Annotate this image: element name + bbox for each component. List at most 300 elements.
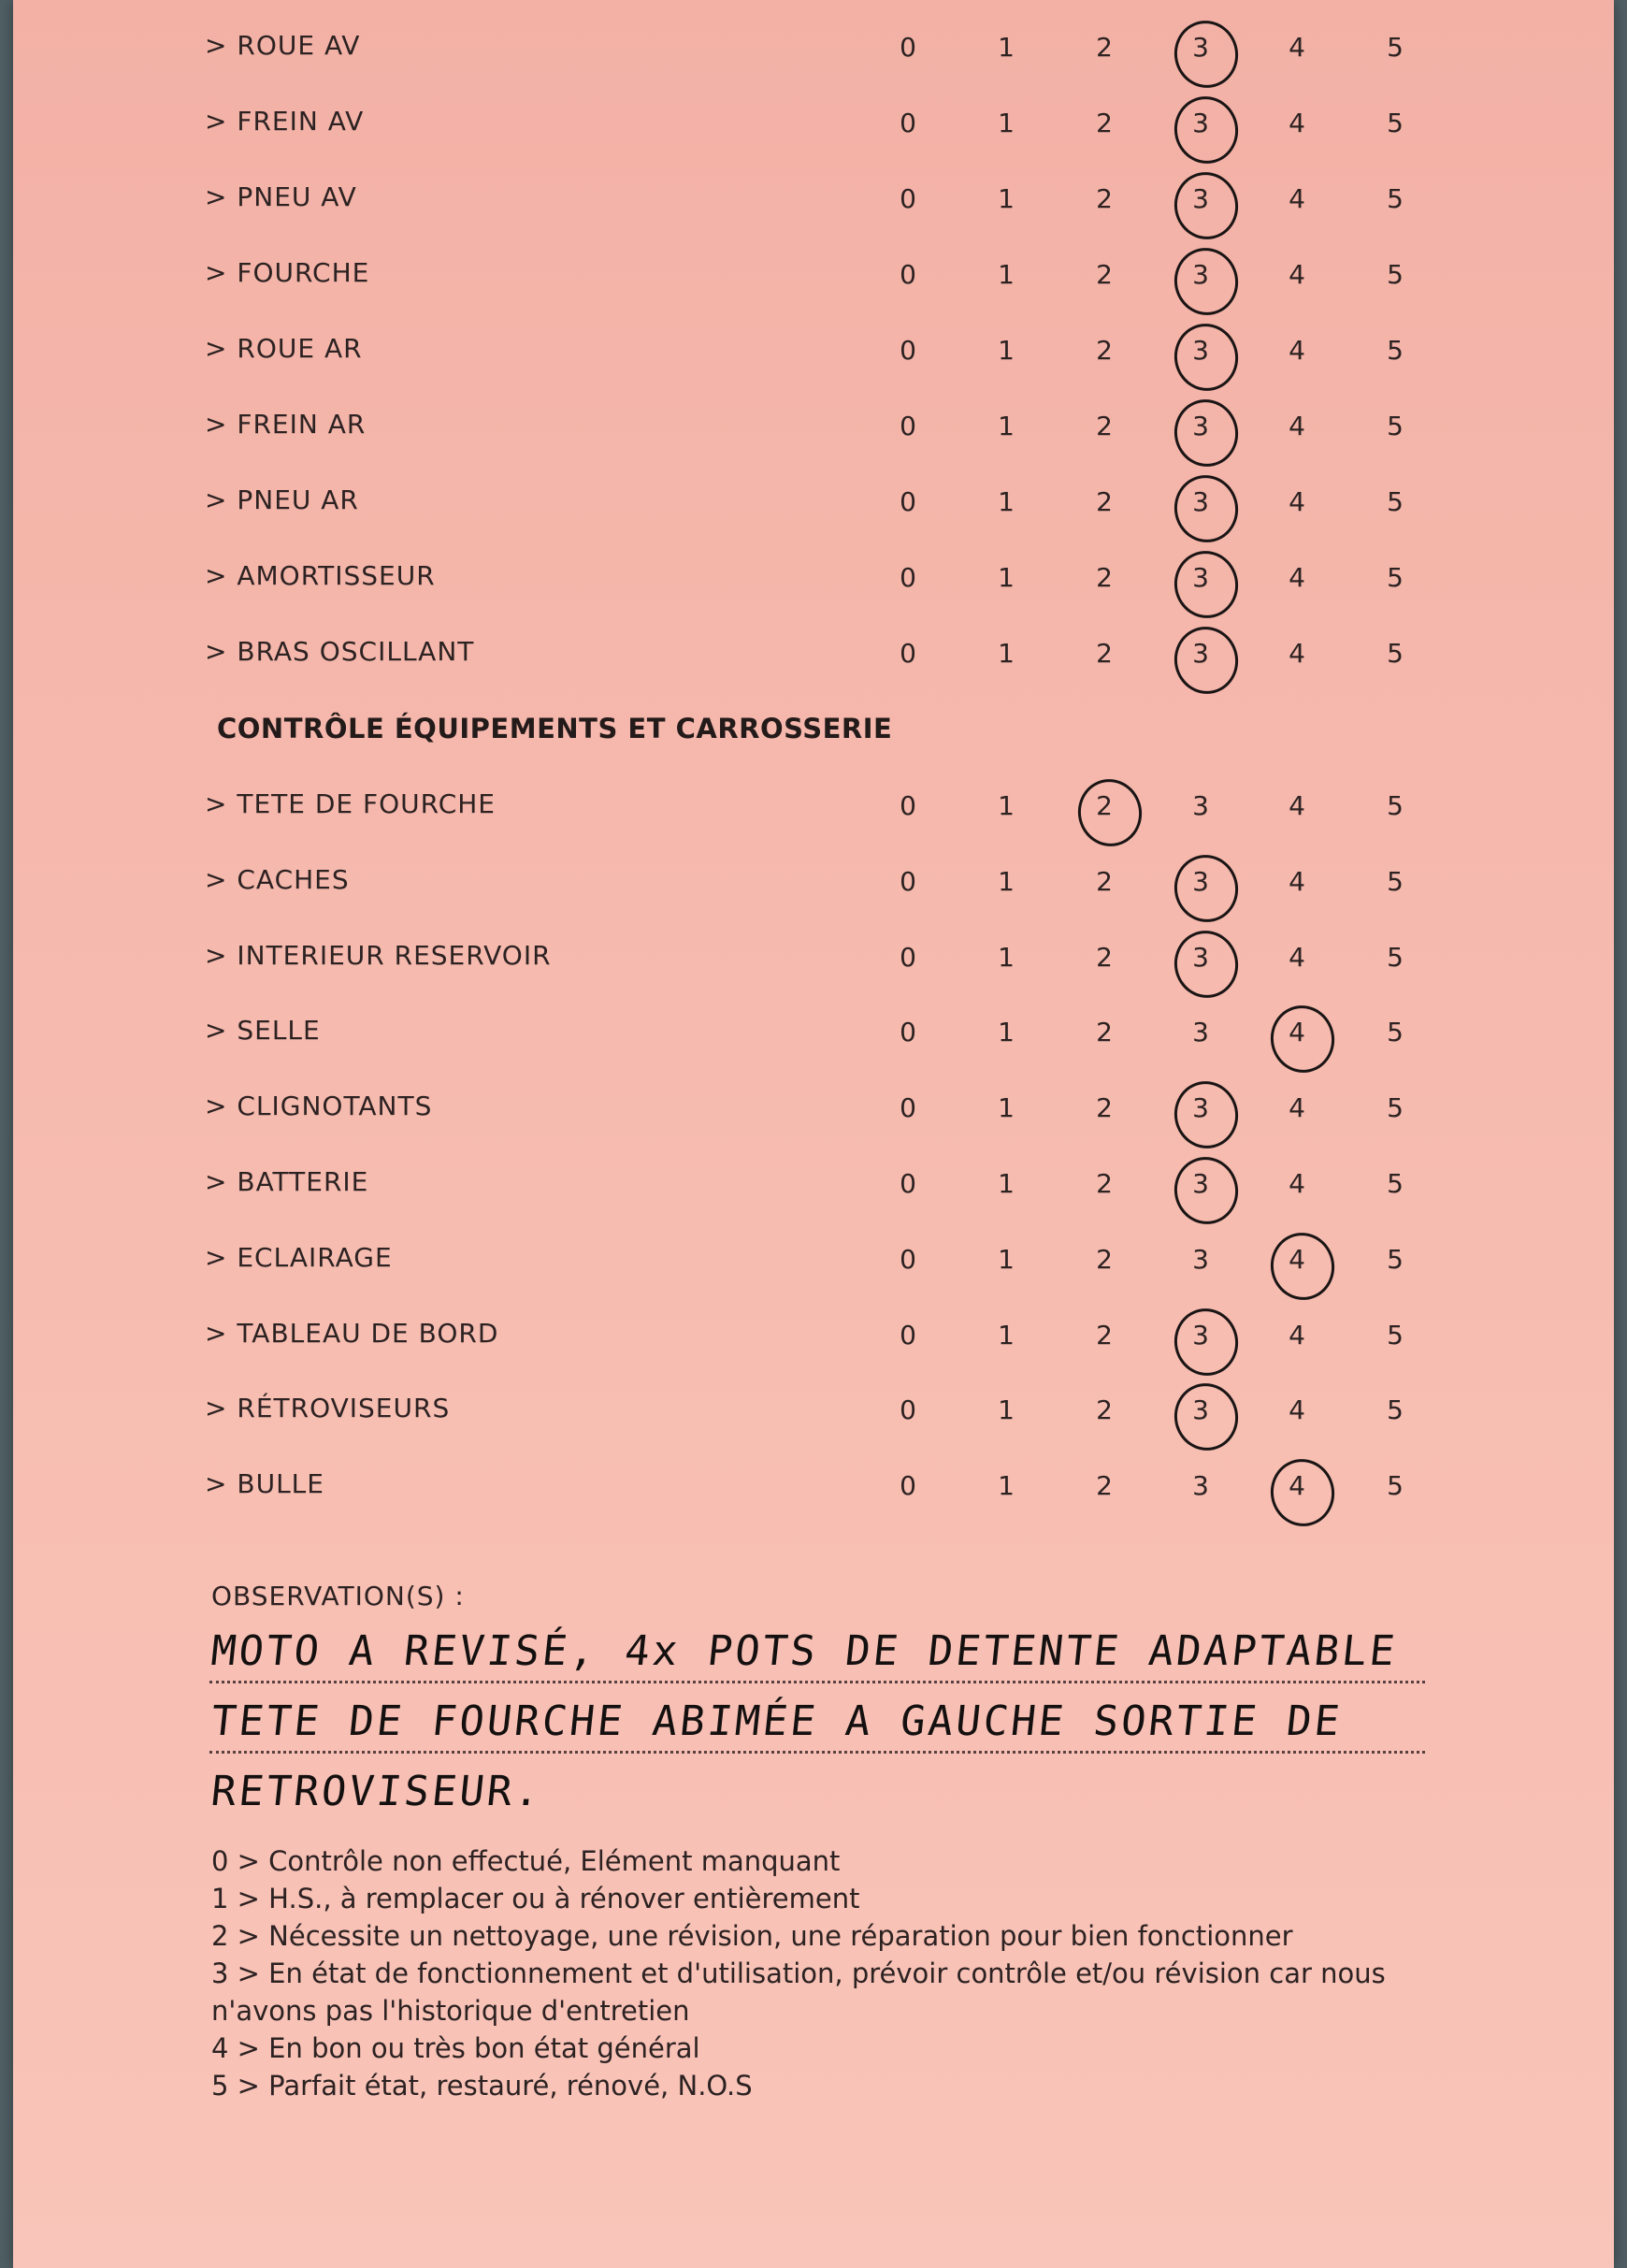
rating-option-1[interactable] bbox=[987, 32, 1025, 63]
handdrawn-circle-mark bbox=[1072, 773, 1147, 853]
rating-value: 3 bbox=[1192, 562, 1209, 593]
rating-option-5[interactable] bbox=[1376, 486, 1414, 517]
item-label: > PNEU AR bbox=[205, 484, 359, 515]
rating-value: 0 bbox=[900, 1243, 916, 1275]
handdrawn-circle-mark bbox=[1264, 1453, 1340, 1533]
rating-value: 3 bbox=[1192, 1394, 1209, 1426]
rating-value: 2 bbox=[1096, 1243, 1113, 1275]
rating-option-0[interactable] bbox=[889, 486, 927, 517]
rating-value: 1 bbox=[998, 1243, 1015, 1275]
rating-option-1[interactable] bbox=[987, 1244, 1025, 1275]
rating-value: 3 bbox=[1192, 790, 1209, 821]
rating-option-4[interactable] bbox=[1278, 1168, 1316, 1199]
rating-option-2[interactable] bbox=[1086, 1470, 1123, 1501]
rating-value: 3 bbox=[1192, 486, 1209, 517]
handdrawn-circle-mark bbox=[1168, 469, 1244, 549]
item-label: > TETE DE FOURCHE bbox=[205, 788, 496, 819]
rating-option-5[interactable] bbox=[1376, 259, 1414, 290]
rating-option-4[interactable] bbox=[1278, 335, 1316, 366]
rating-value: 4 bbox=[1289, 1470, 1305, 1502]
rating-value: 0 bbox=[900, 1470, 916, 1502]
rating-option-4[interactable] bbox=[1278, 790, 1316, 821]
rating-option-5[interactable] bbox=[1376, 1092, 1414, 1123]
rating-value: 0 bbox=[900, 183, 916, 214]
rating-value: 4 bbox=[1289, 1243, 1305, 1275]
rating-value: 2 bbox=[1096, 1319, 1113, 1351]
rating-option-3[interactable] bbox=[1182, 1092, 1219, 1123]
item-label: > AMORTISSEUR bbox=[205, 560, 436, 591]
rating-value: 5 bbox=[1387, 562, 1404, 593]
rating-value: 2 bbox=[1096, 638, 1113, 669]
legend-item: 3 > En état de fonctionnement et d'utilisation, prévoir contrôle et/ou révision car nous n'avons pas l'historique d'entretien bbox=[211, 1957, 1386, 2027]
checklist-row bbox=[13, 1459, 1614, 1515]
rating-value: 5 bbox=[1387, 941, 1404, 973]
rating-value: 0 bbox=[900, 1394, 916, 1426]
rating-option-2[interactable] bbox=[1086, 183, 1123, 214]
rating-option-0[interactable] bbox=[889, 638, 927, 669]
rating-value: 4 bbox=[1289, 1017, 1305, 1048]
handdrawn-circle-mark bbox=[1264, 1227, 1340, 1307]
rating-option-5[interactable] bbox=[1376, 108, 1414, 138]
checklist-row bbox=[13, 1308, 1614, 1365]
legend-item: 5 > Parfait état, restauré, rénové, N.O.S bbox=[211, 2070, 753, 2102]
rating-option-0[interactable] bbox=[889, 183, 927, 214]
rating-option-3[interactable] bbox=[1182, 486, 1219, 517]
rating-value: 1 bbox=[998, 941, 1015, 973]
rating-value: 1 bbox=[998, 108, 1015, 138]
rating-option-3[interactable] bbox=[1182, 562, 1219, 593]
rating-value: 5 bbox=[1387, 638, 1404, 669]
observation-line-1: MOTO A REVISÉ, 4x POTS DE DETENTE ADAPTABLE bbox=[209, 1627, 1400, 1675]
rating-option-4[interactable] bbox=[1278, 638, 1316, 669]
rating-value: 0 bbox=[900, 865, 916, 897]
rating-value: 2 bbox=[1096, 183, 1113, 214]
checklist-row bbox=[13, 96, 1614, 152]
rating-value: 3 bbox=[1192, 335, 1209, 366]
rating-value: 4 bbox=[1289, 411, 1305, 441]
rating-option-4[interactable] bbox=[1278, 1320, 1316, 1351]
rating-value: 2 bbox=[1096, 335, 1113, 366]
rating-option-5[interactable] bbox=[1376, 411, 1414, 441]
rating-value: 5 bbox=[1387, 1168, 1404, 1199]
rating-value: 4 bbox=[1289, 335, 1305, 366]
rating-value: 4 bbox=[1289, 108, 1305, 138]
rating-option-0[interactable] bbox=[889, 942, 927, 973]
rating-value: 5 bbox=[1387, 108, 1404, 138]
rating-option-0[interactable] bbox=[889, 1244, 927, 1275]
rating-option-1[interactable] bbox=[987, 562, 1025, 593]
item-label: > BULLE bbox=[205, 1468, 324, 1500]
handdrawn-circle-mark bbox=[1168, 394, 1244, 473]
handdrawn-circle-mark bbox=[1168, 924, 1244, 1004]
rating-option-3[interactable] bbox=[1182, 942, 1219, 973]
handdrawn-circle-mark bbox=[1168, 15, 1244, 94]
rating-option-3[interactable] bbox=[1182, 411, 1219, 441]
item-label: > ROUE AR bbox=[205, 333, 363, 364]
rating-value: 3 bbox=[1192, 1092, 1209, 1124]
rating-value: 2 bbox=[1096, 259, 1113, 290]
rating-value: 3 bbox=[1192, 259, 1209, 290]
rating-value: 1 bbox=[998, 562, 1015, 593]
rating-option-0[interactable] bbox=[889, 259, 927, 290]
checklist-row bbox=[13, 931, 1614, 987]
rating-value: 5 bbox=[1387, 1092, 1404, 1124]
rating-option-2[interactable] bbox=[1086, 1320, 1123, 1351]
rating-option-0[interactable] bbox=[889, 1394, 927, 1425]
rating-value: 0 bbox=[900, 1319, 916, 1351]
item-label: > INTERIEUR RESERVOIR bbox=[205, 939, 552, 971]
rating-option-2[interactable] bbox=[1086, 1092, 1123, 1123]
rating-option-0[interactable] bbox=[889, 1168, 927, 1199]
checklist-row bbox=[13, 1005, 1614, 1062]
rating-value: 0 bbox=[900, 335, 916, 366]
item-label: > ROUE AV bbox=[205, 30, 361, 61]
handdrawn-circle-mark bbox=[1168, 242, 1244, 322]
rating-value: 1 bbox=[998, 790, 1015, 821]
rating-option-3[interactable] bbox=[1182, 866, 1219, 897]
rating-value: 2 bbox=[1096, 941, 1113, 973]
rating-value: 1 bbox=[998, 32, 1015, 63]
rating-option-5[interactable] bbox=[1376, 790, 1414, 821]
rating-option-5[interactable] bbox=[1376, 335, 1414, 366]
rating-value: 1 bbox=[998, 183, 1015, 214]
rating-option-4[interactable] bbox=[1278, 183, 1316, 214]
observation-line-2: TETE DE FOURCHE ABIMÉE A GAUCHE SORTIE DE bbox=[209, 1697, 1345, 1745]
rating-value: 5 bbox=[1387, 865, 1404, 897]
rating-option-0[interactable] bbox=[889, 1092, 927, 1123]
rating-option-3[interactable] bbox=[1182, 1320, 1219, 1351]
inspection-sheet bbox=[13, 0, 1614, 2268]
rating-option-0[interactable] bbox=[889, 32, 927, 63]
rating-option-0[interactable] bbox=[889, 790, 927, 821]
rating-option-2[interactable] bbox=[1086, 638, 1123, 669]
rating-option-2[interactable] bbox=[1086, 866, 1123, 897]
rating-value: 4 bbox=[1289, 32, 1305, 63]
rating-option-1[interactable] bbox=[987, 1017, 1025, 1047]
rating-option-3[interactable] bbox=[1182, 1017, 1219, 1047]
rating-value: 5 bbox=[1387, 1319, 1404, 1351]
rating-value: 1 bbox=[998, 486, 1015, 517]
rating-value: 5 bbox=[1387, 1243, 1404, 1275]
rating-value: 5 bbox=[1387, 486, 1404, 517]
rating-value: 1 bbox=[998, 1168, 1015, 1199]
rating-value: 0 bbox=[900, 790, 916, 821]
rating-value: 2 bbox=[1096, 108, 1113, 138]
rating-value: 0 bbox=[900, 941, 916, 973]
rating-value: 5 bbox=[1387, 32, 1404, 63]
rating-value: 0 bbox=[900, 259, 916, 290]
rating-value: 3 bbox=[1192, 411, 1209, 441]
rating-value: 1 bbox=[998, 865, 1015, 897]
rating-value: 3 bbox=[1192, 941, 1209, 973]
rating-option-4[interactable] bbox=[1278, 32, 1316, 63]
rating-value: 0 bbox=[900, 1092, 916, 1124]
rating-value: 4 bbox=[1289, 1092, 1305, 1124]
checklist-row bbox=[13, 1157, 1614, 1213]
rating-value: 1 bbox=[998, 1394, 1015, 1426]
observation-line-3: RETROVISEUR. bbox=[209, 1768, 545, 1815]
rating-value: 2 bbox=[1096, 486, 1113, 517]
rating-value: 2 bbox=[1096, 790, 1113, 821]
rating-value: 4 bbox=[1289, 941, 1305, 973]
handdrawn-circle-mark bbox=[1168, 621, 1244, 701]
rating-option-1[interactable] bbox=[987, 108, 1025, 138]
rating-option-4[interactable] bbox=[1278, 866, 1316, 897]
rating-option-0[interactable] bbox=[889, 562, 927, 593]
rating-option-3[interactable] bbox=[1182, 108, 1219, 138]
rating-value: 0 bbox=[900, 411, 916, 441]
rating-option-3[interactable] bbox=[1182, 1470, 1219, 1501]
rating-option-4[interactable] bbox=[1278, 1244, 1316, 1275]
legend-item: 0 > Contrôle non effectué, Elément manquant bbox=[211, 1845, 841, 1877]
rating-option-2[interactable] bbox=[1086, 1394, 1123, 1425]
checklist-row bbox=[13, 1081, 1614, 1137]
rating-value: 3 bbox=[1192, 1319, 1209, 1351]
rating-option-1[interactable] bbox=[987, 486, 1025, 517]
item-label: > ECLAIRAGE bbox=[205, 1241, 393, 1273]
rating-option-4[interactable] bbox=[1278, 259, 1316, 290]
checklist-row bbox=[13, 21, 1614, 77]
handdrawn-circle-mark bbox=[1168, 91, 1244, 170]
rating-option-1[interactable] bbox=[987, 1168, 1025, 1199]
checklist-row bbox=[13, 627, 1614, 683]
rating-option-0[interactable] bbox=[889, 411, 927, 441]
rating-option-5[interactable] bbox=[1376, 562, 1414, 593]
rating-option-3[interactable] bbox=[1182, 259, 1219, 290]
section-title: CONTRÔLE ÉQUIPEMENTS ET CARROSSERIE bbox=[217, 713, 893, 744]
rating-option-5[interactable] bbox=[1376, 32, 1414, 63]
item-label: > FOURCHE bbox=[205, 257, 370, 288]
rating-option-0[interactable] bbox=[889, 866, 927, 897]
rating-option-5[interactable] bbox=[1376, 183, 1414, 214]
rating-option-2[interactable] bbox=[1086, 32, 1123, 63]
checklist-row bbox=[13, 475, 1614, 531]
rating-option-3[interactable] bbox=[1182, 183, 1219, 214]
rating-value: 3 bbox=[1192, 183, 1209, 214]
rating-value: 0 bbox=[900, 108, 916, 138]
rating-value: 0 bbox=[900, 1017, 916, 1048]
checklist-row bbox=[13, 1383, 1614, 1439]
rating-option-5[interactable] bbox=[1376, 1394, 1414, 1425]
rating-option-2[interactable] bbox=[1086, 1244, 1123, 1275]
rating-option-1[interactable] bbox=[987, 259, 1025, 290]
checklist-row bbox=[13, 1233, 1614, 1289]
rating-value: 2 bbox=[1096, 411, 1113, 441]
rating-value: 3 bbox=[1192, 865, 1209, 897]
rating-option-0[interactable] bbox=[889, 1470, 927, 1501]
rating-value: 5 bbox=[1387, 335, 1404, 366]
handdrawn-circle-mark bbox=[1168, 1378, 1244, 1457]
rating-option-1[interactable] bbox=[987, 1320, 1025, 1351]
rating-value: 1 bbox=[998, 1092, 1015, 1124]
rating-option-4[interactable] bbox=[1278, 942, 1316, 973]
rating-value: 4 bbox=[1289, 1394, 1305, 1426]
rating-option-1[interactable] bbox=[987, 1394, 1025, 1425]
rating-value: 4 bbox=[1289, 1319, 1305, 1351]
handdrawn-circle-mark bbox=[1168, 166, 1244, 246]
rating-option-5[interactable] bbox=[1376, 1470, 1414, 1501]
rating-option-2[interactable] bbox=[1086, 562, 1123, 593]
handdrawn-circle-mark bbox=[1168, 545, 1244, 625]
rating-option-1[interactable] bbox=[987, 1092, 1025, 1123]
rating-value: 3 bbox=[1192, 638, 1209, 669]
rating-value: 5 bbox=[1387, 183, 1404, 214]
rating-value: 4 bbox=[1289, 259, 1305, 290]
rating-value: 3 bbox=[1192, 1017, 1209, 1048]
rating-value: 1 bbox=[998, 638, 1015, 669]
rating-value: 4 bbox=[1289, 638, 1305, 669]
rating-value: 3 bbox=[1192, 1243, 1209, 1275]
rating-legend bbox=[211, 1842, 1446, 2104]
rating-option-2[interactable] bbox=[1086, 790, 1123, 821]
rating-option-3[interactable] bbox=[1182, 638, 1219, 669]
rating-option-3[interactable] bbox=[1182, 32, 1219, 63]
handdrawn-circle-mark bbox=[1264, 1000, 1340, 1079]
rating-option-2[interactable] bbox=[1086, 108, 1123, 138]
rating-value: 2 bbox=[1096, 1394, 1113, 1426]
rating-option-4[interactable] bbox=[1278, 486, 1316, 517]
item-label: > FREIN AV bbox=[205, 106, 365, 137]
checklist-row bbox=[13, 399, 1614, 455]
rating-option-3[interactable] bbox=[1182, 1244, 1219, 1275]
item-label: > BATTERIE bbox=[205, 1166, 369, 1197]
rating-option-0[interactable] bbox=[889, 1017, 927, 1047]
rating-value: 5 bbox=[1387, 411, 1404, 441]
rating-option-3[interactable] bbox=[1182, 1168, 1219, 1199]
rating-value: 0 bbox=[900, 1168, 916, 1199]
rating-value: 5 bbox=[1387, 790, 1404, 821]
rating-value: 1 bbox=[998, 1470, 1015, 1502]
rating-value: 3 bbox=[1192, 108, 1209, 138]
rating-option-2[interactable] bbox=[1086, 1168, 1123, 1199]
rating-option-2[interactable] bbox=[1086, 1017, 1123, 1047]
rating-option-4[interactable] bbox=[1278, 108, 1316, 138]
rating-option-4[interactable] bbox=[1278, 562, 1316, 593]
rating-value: 0 bbox=[900, 638, 916, 669]
rating-value: 3 bbox=[1192, 1168, 1209, 1199]
checklist-row bbox=[13, 551, 1614, 607]
rating-option-4[interactable] bbox=[1278, 1394, 1316, 1425]
rating-value: 2 bbox=[1096, 865, 1113, 897]
rating-option-1[interactable] bbox=[987, 942, 1025, 973]
rating-value: 1 bbox=[998, 1319, 1015, 1351]
rating-value: 3 bbox=[1192, 1470, 1209, 1502]
item-label: > PNEU AV bbox=[205, 181, 357, 212]
rating-option-5[interactable] bbox=[1376, 1017, 1414, 1047]
rating-option-4[interactable] bbox=[1278, 411, 1316, 441]
checklist-row bbox=[13, 855, 1614, 911]
rating-value: 5 bbox=[1387, 1470, 1404, 1502]
checklist-row bbox=[13, 779, 1614, 835]
rating-value: 2 bbox=[1096, 32, 1113, 63]
rating-option-0[interactable] bbox=[889, 108, 927, 138]
rating-option-5[interactable] bbox=[1376, 1244, 1414, 1275]
rating-option-5[interactable] bbox=[1376, 1168, 1414, 1199]
handdrawn-circle-mark bbox=[1168, 318, 1244, 397]
rating-value: 2 bbox=[1096, 1092, 1113, 1124]
item-label: > SELLE bbox=[205, 1015, 321, 1047]
rating-value: 2 bbox=[1096, 1168, 1113, 1199]
rating-option-0[interactable] bbox=[889, 335, 927, 366]
handdrawn-circle-mark bbox=[1168, 1076, 1244, 1155]
rating-option-5[interactable] bbox=[1376, 638, 1414, 669]
observations-label: OBSERVATION(S) : bbox=[211, 1581, 465, 1611]
rating-option-5[interactable] bbox=[1376, 942, 1414, 973]
rating-value: 4 bbox=[1289, 486, 1305, 517]
legend-item: 1 > H.S., à remplacer ou à rénover entièrement bbox=[211, 1883, 860, 1914]
rating-value: 0 bbox=[900, 32, 916, 63]
item-label: > BRAS OSCILLANT bbox=[205, 636, 475, 667]
legend-item: 2 > Nécessite un nettoyage, une révision, une réparation pour bien fonctionner bbox=[211, 1920, 1293, 1952]
dotted-rule bbox=[209, 1681, 1425, 1683]
rating-option-2[interactable] bbox=[1086, 259, 1123, 290]
rating-value: 0 bbox=[900, 486, 916, 517]
rating-option-2[interactable] bbox=[1086, 335, 1123, 366]
handdrawn-circle-mark bbox=[1168, 1151, 1244, 1231]
rating-option-4[interactable] bbox=[1278, 1017, 1316, 1047]
legend-item: 4 > En bon ou très bon état général bbox=[211, 2032, 700, 2064]
rating-value: 2 bbox=[1096, 1017, 1113, 1048]
item-label: > CACHES bbox=[205, 863, 350, 895]
rating-option-1[interactable] bbox=[987, 866, 1025, 897]
rating-option-2[interactable] bbox=[1086, 411, 1123, 441]
rating-option-1[interactable] bbox=[987, 638, 1025, 669]
rating-option-3[interactable] bbox=[1182, 1394, 1219, 1425]
handdrawn-circle-mark bbox=[1168, 1302, 1244, 1381]
rating-option-1[interactable] bbox=[987, 1470, 1025, 1501]
rating-option-2[interactable] bbox=[1086, 942, 1123, 973]
rating-option-5[interactable] bbox=[1376, 866, 1414, 897]
checklist-row bbox=[13, 248, 1614, 304]
rating-value: 5 bbox=[1387, 259, 1404, 290]
item-label: > FREIN AR bbox=[205, 409, 367, 440]
rating-value: 2 bbox=[1096, 1470, 1113, 1502]
rating-option-4[interactable] bbox=[1278, 1470, 1316, 1501]
rating-value: 4 bbox=[1289, 790, 1305, 821]
rating-value: 4 bbox=[1289, 865, 1305, 897]
rating-option-1[interactable] bbox=[987, 790, 1025, 821]
rating-option-1[interactable] bbox=[987, 411, 1025, 441]
checklist-row bbox=[13, 172, 1614, 228]
rating-value: 5 bbox=[1387, 1394, 1404, 1426]
rating-value: 4 bbox=[1289, 562, 1305, 593]
item-label: > TABLEAU DE BORD bbox=[205, 1317, 499, 1349]
dotted-rule bbox=[209, 1751, 1425, 1754]
rating-value: 4 bbox=[1289, 183, 1305, 214]
rating-value: 1 bbox=[998, 335, 1015, 366]
handdrawn-circle-mark bbox=[1168, 849, 1244, 929]
item-label: > RÉTROVISEURS bbox=[205, 1393, 451, 1424]
rating-option-4[interactable] bbox=[1278, 1092, 1316, 1123]
rating-value: 3 bbox=[1192, 32, 1209, 63]
item-label: > CLIGNOTANTS bbox=[205, 1091, 433, 1122]
rating-option-3[interactable] bbox=[1182, 790, 1219, 821]
checklist-row bbox=[13, 324, 1614, 380]
rating-value: 2 bbox=[1096, 562, 1113, 593]
rating-value: 1 bbox=[998, 411, 1015, 441]
rating-option-0[interactable] bbox=[889, 1320, 927, 1351]
rating-value: 0 bbox=[900, 562, 916, 593]
rating-value: 1 bbox=[998, 1017, 1015, 1048]
rating-option-2[interactable] bbox=[1086, 486, 1123, 517]
rating-value: 5 bbox=[1387, 1017, 1404, 1048]
rating-option-5[interactable] bbox=[1376, 1320, 1414, 1351]
rating-option-1[interactable] bbox=[987, 183, 1025, 214]
rating-option-3[interactable] bbox=[1182, 335, 1219, 366]
rating-value: 1 bbox=[998, 259, 1015, 290]
rating-value: 4 bbox=[1289, 1168, 1305, 1199]
rating-option-1[interactable] bbox=[987, 335, 1025, 366]
